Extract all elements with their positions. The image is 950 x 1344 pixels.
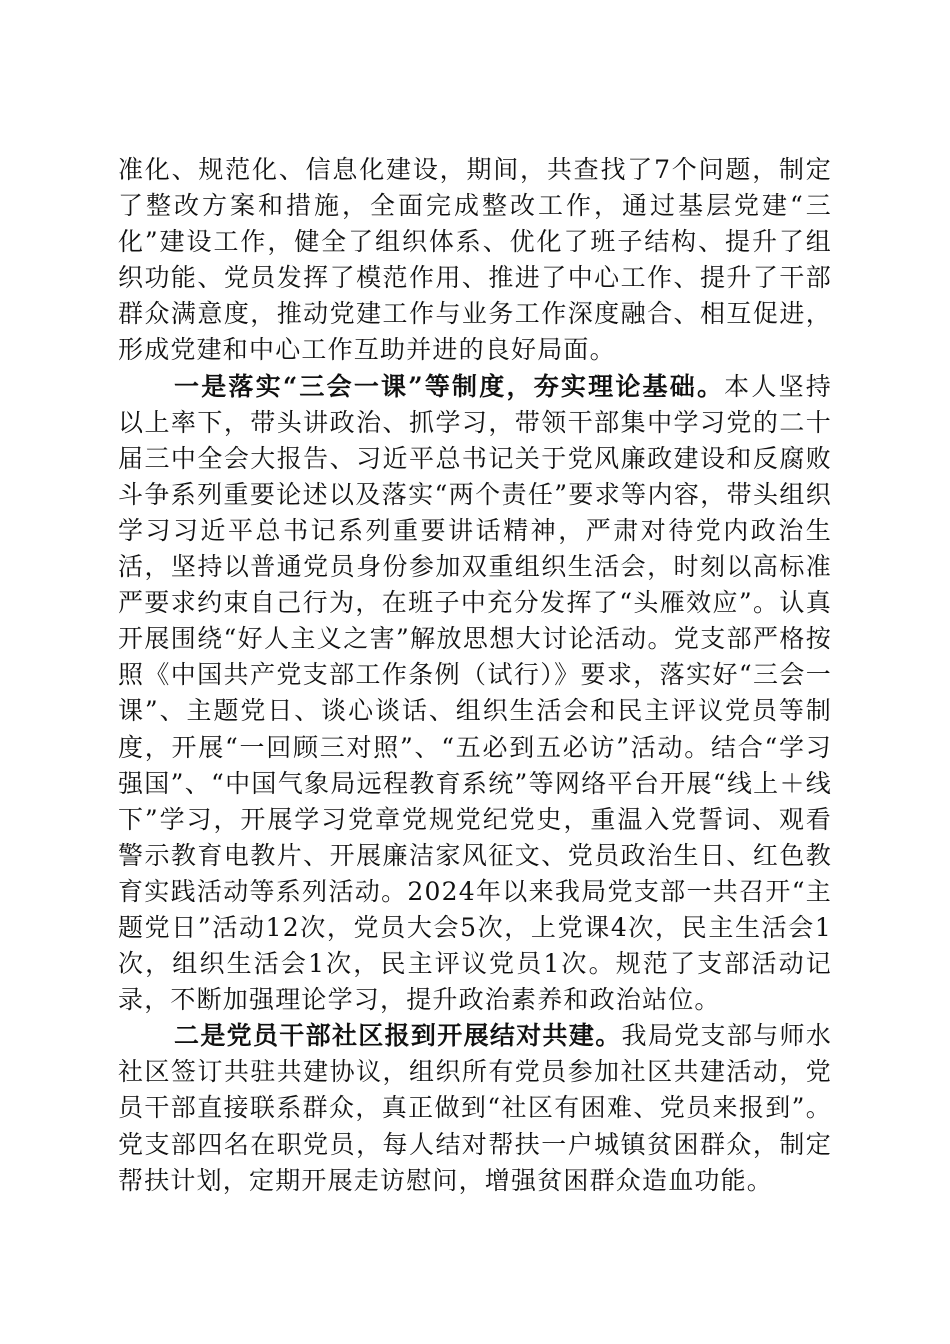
paragraph-text: 本人坚持以上率下，带头讲政治、抓学习，带领干部集中学习党的二十届三中全会大报告、习近平总书记关于党风廉政建设和反腐败斗争系列重要论述以及落实“两个责任”要求等内容，带头组织学习习近平总书记系列重要讲话精神，严肃对待党内政治生活，坚持以普通党员身份参加双重组织生活会，时刻以高标准严要求约束自己行为，在班子中充分发挥了“头雁效应”。认真开展围绕“好人主义之害”解放思想大讨论活动。党支部严格按照《中国共产党支部工作条例（试行）》要求，落实好“三会一课”、主题党日、谈心谈话、组织生活会和民主评议党员等制度，开展“一回顾三对照”、“五必到五必访”活动。结合“学习强国”、“中国气象局远程教育系统”等网络平台开展“线上＋线下”学习，开展学习党章党规党纪党史，重温入党誓词、观看警示教育电教片、开展廉洁家风征文、党员政治生日、红色教育实践活动等系列活动。2024年以来我局党支部一共召开“主题党日”活动12次，党员大会5次，上党课4次，民主生活会1次，组织生活会1次，民主评议党员1次。规范了支部活动记录，不断加强理论学习，提升政治素养和政治站位。 <box>118 371 832 1015</box>
paragraph-item-2 <box>118 1018 832 1198</box>
paragraph-continuation <box>118 152 832 369</box>
paragraph-item-1 <box>118 369 832 1019</box>
paragraph-text: 我局党支部与师水社区签订共驻共建协议，组织所有党员参加社区共建活动，党员干部直接联系群众，真正做到“社区有困难、党员来报到”。党支部四名在职党员，每人结对帮扶一户城镇贫困群众，制定帮扶计划，定期开展走访慰问，增强贫困群众造血功能。 <box>118 1021 832 1195</box>
paragraph-lead-heading: 一是落实“三会一课”等制度，夯实理论基础。 <box>174 371 725 401</box>
paragraph-text: 准化、规范化、信息化建设，期间，共查找了7个问题，制定了整改方案和措施，全面完成整改工作，通过基层党建“三化”建设工作，健全了组织体系、优化了班子结构、提升了组织功能、党员发挥了模范作用、推进了中心工作、提升了干部群众满意度，推动党建工作与业务工作深度融合、相互促进，形成党建和中心工作互助并进的良好局面。 <box>118 155 832 365</box>
paragraph-lead-heading: 二是党员干部社区报到开展结对共建。 <box>174 1021 622 1051</box>
document-body <box>118 152 832 1199</box>
